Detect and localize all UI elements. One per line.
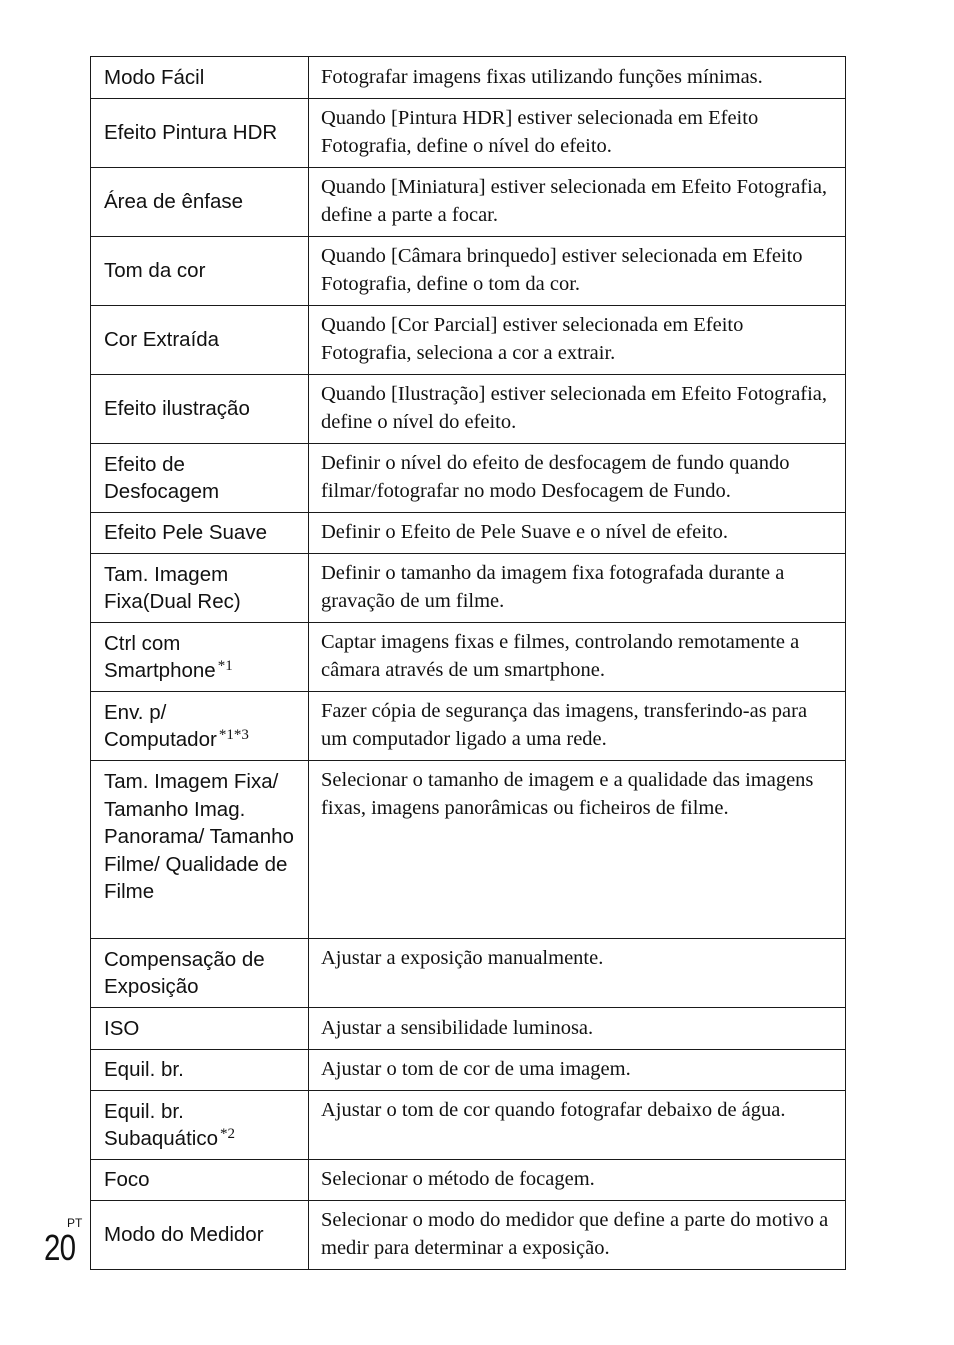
table-row xyxy=(91,237,846,306)
setting-name: Efeito Pele Suave xyxy=(91,513,309,554)
setting-description: Captar imagens fixas e filmes, controlando remotamente a câmara através de um smartphone. xyxy=(309,623,846,692)
setting-description: Fotografar imagens fixas utilizando funções mínimas. xyxy=(309,57,846,99)
table-row xyxy=(91,692,846,761)
setting-description: Definir o tamanho da imagem fixa fotografada durante a gravação de um filme. xyxy=(309,554,846,623)
setting-name: Efeito Pintura HDR xyxy=(91,99,309,168)
setting-description: Selecionar o modo do medidor que define a parte do motivo a medir para determinar a exposição. xyxy=(309,1201,846,1270)
footnote-marker: *1 xyxy=(217,658,233,674)
table-row xyxy=(91,444,846,513)
setting-description: Selecionar o método de focagem. xyxy=(309,1160,846,1201)
setting-description: Quando [Ilustração] estiver selecionada em Efeito Fotografia, define o nível do efeito. xyxy=(309,375,846,444)
setting-name: Equil. br. Subaquático xyxy=(104,1099,218,1150)
setting-name: ISO xyxy=(91,1008,309,1050)
table-row xyxy=(91,57,846,99)
setting-name: Tam. Imagem Fixa(Dual Rec) xyxy=(91,554,309,623)
table-row xyxy=(91,761,846,939)
setting-name: Cor Extraída xyxy=(91,306,309,375)
setting-description: Quando [Câmara brinquedo] estiver selecionada em Efeito Fotografia, define o tom da cor. xyxy=(309,237,846,306)
setting-name: Tom da cor xyxy=(91,237,309,306)
table-row xyxy=(91,168,846,237)
setting-name: Equil. br. xyxy=(91,1050,309,1091)
table-row xyxy=(91,623,846,692)
setting-description: Definir o Efeito de Pele Suave e o nível de efeito. xyxy=(309,513,846,554)
setting-name-cell xyxy=(91,692,309,761)
setting-description: Quando [Cor Parcial] estiver selecionada em Efeito Fotografia, seleciona a cor a extrair. xyxy=(309,306,846,375)
table-row xyxy=(91,1160,846,1201)
footnote-marker: *1*3 xyxy=(218,727,249,743)
table-row xyxy=(91,554,846,623)
setting-name-cell xyxy=(91,1091,309,1160)
table-row xyxy=(91,939,846,1008)
setting-name: Env. p/ Computador xyxy=(104,700,217,751)
setting-name: Tam. Imagem Fixa/ Tamanho Imag. Panorama/ Tamanho Filme/ Qualidade de Filme xyxy=(91,761,309,939)
setting-description: Fazer cópia de segurança das imagens, transferindo-as para um computador ligado a uma rede. xyxy=(309,692,846,761)
setting-description: Quando [Pintura HDR] estiver selecionada em Efeito Fotografia, define o nível do efeito. xyxy=(309,99,846,168)
table-row xyxy=(91,375,846,444)
table-row xyxy=(91,1008,846,1050)
setting-name: Foco xyxy=(91,1160,309,1201)
page-number: 20 xyxy=(44,1227,76,1268)
setting-description: Ajustar a sensibilidade luminosa. xyxy=(309,1008,846,1050)
table-row xyxy=(91,1091,846,1160)
setting-name: Compensação de Exposição xyxy=(91,939,309,1008)
table-row xyxy=(91,1201,846,1270)
setting-name: Ctrl com Smartphone xyxy=(104,631,216,682)
setting-name-cell xyxy=(91,623,309,692)
setting-description: Quando [Miniatura] estiver selecionada em Efeito Fotografia, define a parte a focar. xyxy=(309,168,846,237)
table-row xyxy=(91,513,846,554)
setting-description: Ajustar o tom de cor quando fotografar debaixo de água. xyxy=(309,1091,846,1160)
setting-name: Área de ênfase xyxy=(91,168,309,237)
setting-description: Selecionar o tamanho de imagem e a qualidade das imagens fixas, imagens panorâmicas ou ficheiros de filme. xyxy=(309,761,846,939)
setting-name: Efeito ilustração xyxy=(91,375,309,444)
footnote-marker: *2 xyxy=(219,1126,235,1142)
setting-name: Modo do Medidor xyxy=(91,1201,309,1270)
setting-description: Ajustar a exposição manualmente. xyxy=(309,939,846,1008)
setting-description: Ajustar o tom de cor de uma imagem. xyxy=(309,1050,846,1091)
setting-name: Modo Fácil xyxy=(91,57,309,99)
table-row xyxy=(91,306,846,375)
setting-description: Definir o nível do efeito de desfocagem de fundo quando filmar/fotografar no modo Desfocagem de Fundo. xyxy=(309,444,846,513)
table-row xyxy=(91,1050,846,1091)
setting-name: Efeito de Desfocagem xyxy=(91,444,309,513)
language-code: PT xyxy=(67,1216,83,1230)
table-row xyxy=(91,99,846,168)
settings-table xyxy=(90,56,846,1270)
